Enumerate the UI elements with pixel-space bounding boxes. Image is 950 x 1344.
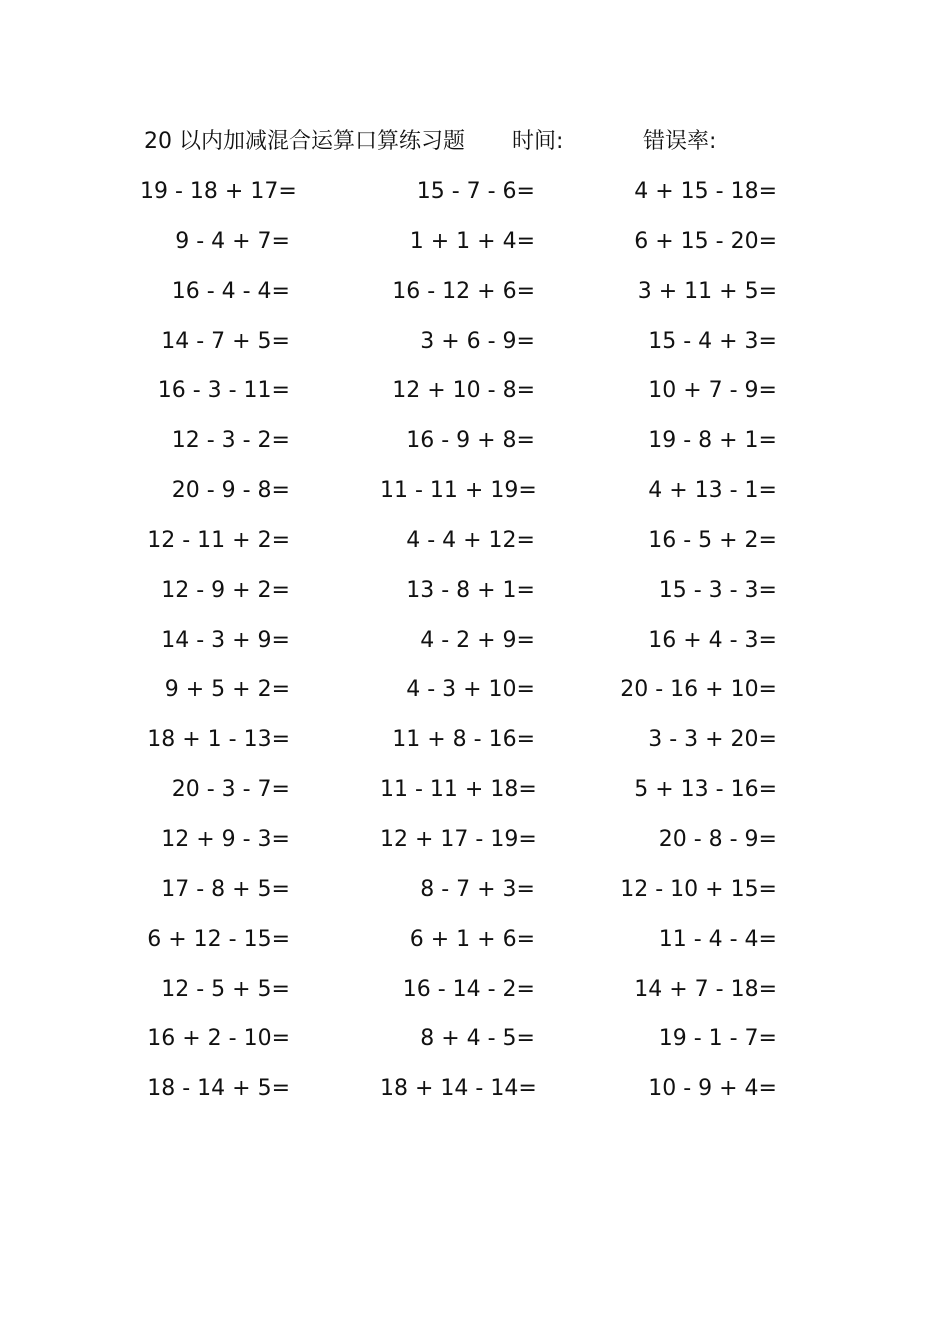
problem-row	[0, 716, 950, 766]
math-problem: 15 - 3 - 3=	[658, 577, 777, 603]
worksheet-header	[0, 124, 950, 160]
problem-row	[0, 268, 950, 318]
time-label: 时间:	[512, 129, 564, 154]
math-problem: 12 + 10 - 8=	[392, 378, 535, 404]
math-problem: 5 + 13 - 16=	[634, 777, 777, 803]
math-problem: 16 - 9 + 8=	[406, 428, 535, 454]
problem-row	[0, 517, 950, 567]
problem-row	[0, 617, 950, 667]
math-problem: 16 - 3 - 11=	[157, 378, 290, 404]
math-problem: 6 + 1 + 6=	[409, 926, 535, 952]
math-problem: 16 + 4 - 3=	[648, 627, 777, 653]
math-problem: 11 - 11 + 19=	[380, 478, 537, 504]
problem-row	[0, 168, 950, 218]
math-problem: 11 + 8 - 16=	[392, 727, 535, 753]
math-problem: 16 - 12 + 6=	[392, 278, 535, 304]
math-problem: 18 + 14 - 14=	[380, 1076, 537, 1102]
math-problem: 14 - 7 + 5=	[161, 328, 290, 354]
problem-row	[0, 567, 950, 617]
math-problem: 3 + 11 + 5=	[637, 278, 777, 304]
problem-row	[0, 1015, 950, 1065]
math-problem: 19 - 18 + 17=	[140, 179, 297, 204]
math-problem: 14 - 3 + 9=	[161, 627, 290, 653]
problem-row	[0, 417, 950, 467]
problem-row	[0, 218, 950, 268]
problem-grid	[0, 168, 950, 1115]
math-problem: 4 + 15 - 18=	[634, 179, 777, 204]
math-problem: 10 + 7 - 9=	[648, 378, 777, 404]
math-problem: 12 - 3 - 2=	[171, 428, 290, 454]
problem-row	[0, 916, 950, 966]
problem-row	[0, 367, 950, 417]
problem-row	[0, 766, 950, 816]
math-problem: 12 - 10 + 15=	[620, 876, 777, 902]
math-problem: 9 + 5 + 2=	[164, 677, 290, 703]
math-problem: 16 - 5 + 2=	[648, 527, 777, 553]
math-problem: 10 - 9 + 4=	[648, 1076, 777, 1102]
math-problem: 6 + 12 - 15=	[147, 926, 290, 952]
error-rate-label: 错误率:	[643, 129, 717, 154]
problem-row	[0, 816, 950, 866]
math-problem: 4 - 3 + 10=	[406, 677, 535, 703]
math-problem: 4 - 4 + 12=	[406, 527, 535, 553]
math-problem: 20 - 16 + 10=	[620, 677, 777, 703]
math-problem: 19 - 1 - 7=	[658, 1026, 777, 1052]
problem-row	[0, 318, 950, 368]
math-problem: 12 - 11 + 2=	[147, 527, 290, 553]
math-problem: 19 - 8 + 1=	[648, 428, 777, 454]
problem-row	[0, 666, 950, 716]
math-problem: 12 + 17 - 19=	[380, 826, 537, 852]
math-problem: 17 - 8 + 5=	[161, 876, 290, 902]
math-problem: 6 + 15 - 20=	[634, 228, 777, 254]
math-problem: 16 + 2 - 10=	[147, 1026, 290, 1052]
math-problem: 15 - 7 - 6=	[416, 179, 535, 204]
math-problem: 9 - 4 + 7=	[175, 228, 290, 254]
problem-row	[0, 866, 950, 916]
math-problem: 4 - 2 + 9=	[420, 627, 535, 653]
math-problem: 16 - 4 - 4=	[171, 278, 290, 304]
math-problem: 8 + 4 - 5=	[420, 1026, 535, 1052]
math-problem: 12 + 9 - 3=	[161, 826, 290, 852]
math-problem: 20 - 3 - 7=	[171, 777, 290, 803]
math-problem: 3 + 6 - 9=	[420, 328, 535, 354]
math-problem: 11 - 4 - 4=	[658, 926, 777, 952]
math-problem: 1 + 1 + 4=	[409, 228, 535, 254]
math-problem: 18 + 1 - 13=	[147, 727, 290, 753]
math-problem: 3 - 3 + 20=	[648, 727, 777, 753]
math-problem: 11 - 11 + 18=	[380, 777, 537, 803]
worksheet-title: 20 以内加减混合运算口算练习题	[144, 129, 465, 154]
math-problem: 20 - 8 - 9=	[658, 826, 777, 852]
problem-row	[0, 1065, 950, 1115]
problem-row	[0, 467, 950, 517]
problem-row	[0, 966, 950, 1016]
math-problem: 15 - 4 + 3=	[648, 328, 777, 354]
math-problem: 14 + 7 - 18=	[634, 976, 777, 1002]
math-problem: 4 + 13 - 1=	[648, 478, 777, 504]
math-problem: 16 - 14 - 2=	[402, 976, 535, 1002]
math-problem: 12 - 9 + 2=	[161, 577, 290, 603]
math-problem: 13 - 8 + 1=	[406, 577, 535, 603]
math-problem: 8 - 7 + 3=	[420, 876, 535, 902]
math-problem: 18 - 14 + 5=	[147, 1076, 290, 1102]
math-problem: 20 - 9 - 8=	[171, 478, 290, 504]
math-problem: 12 - 5 + 5=	[161, 976, 290, 1002]
